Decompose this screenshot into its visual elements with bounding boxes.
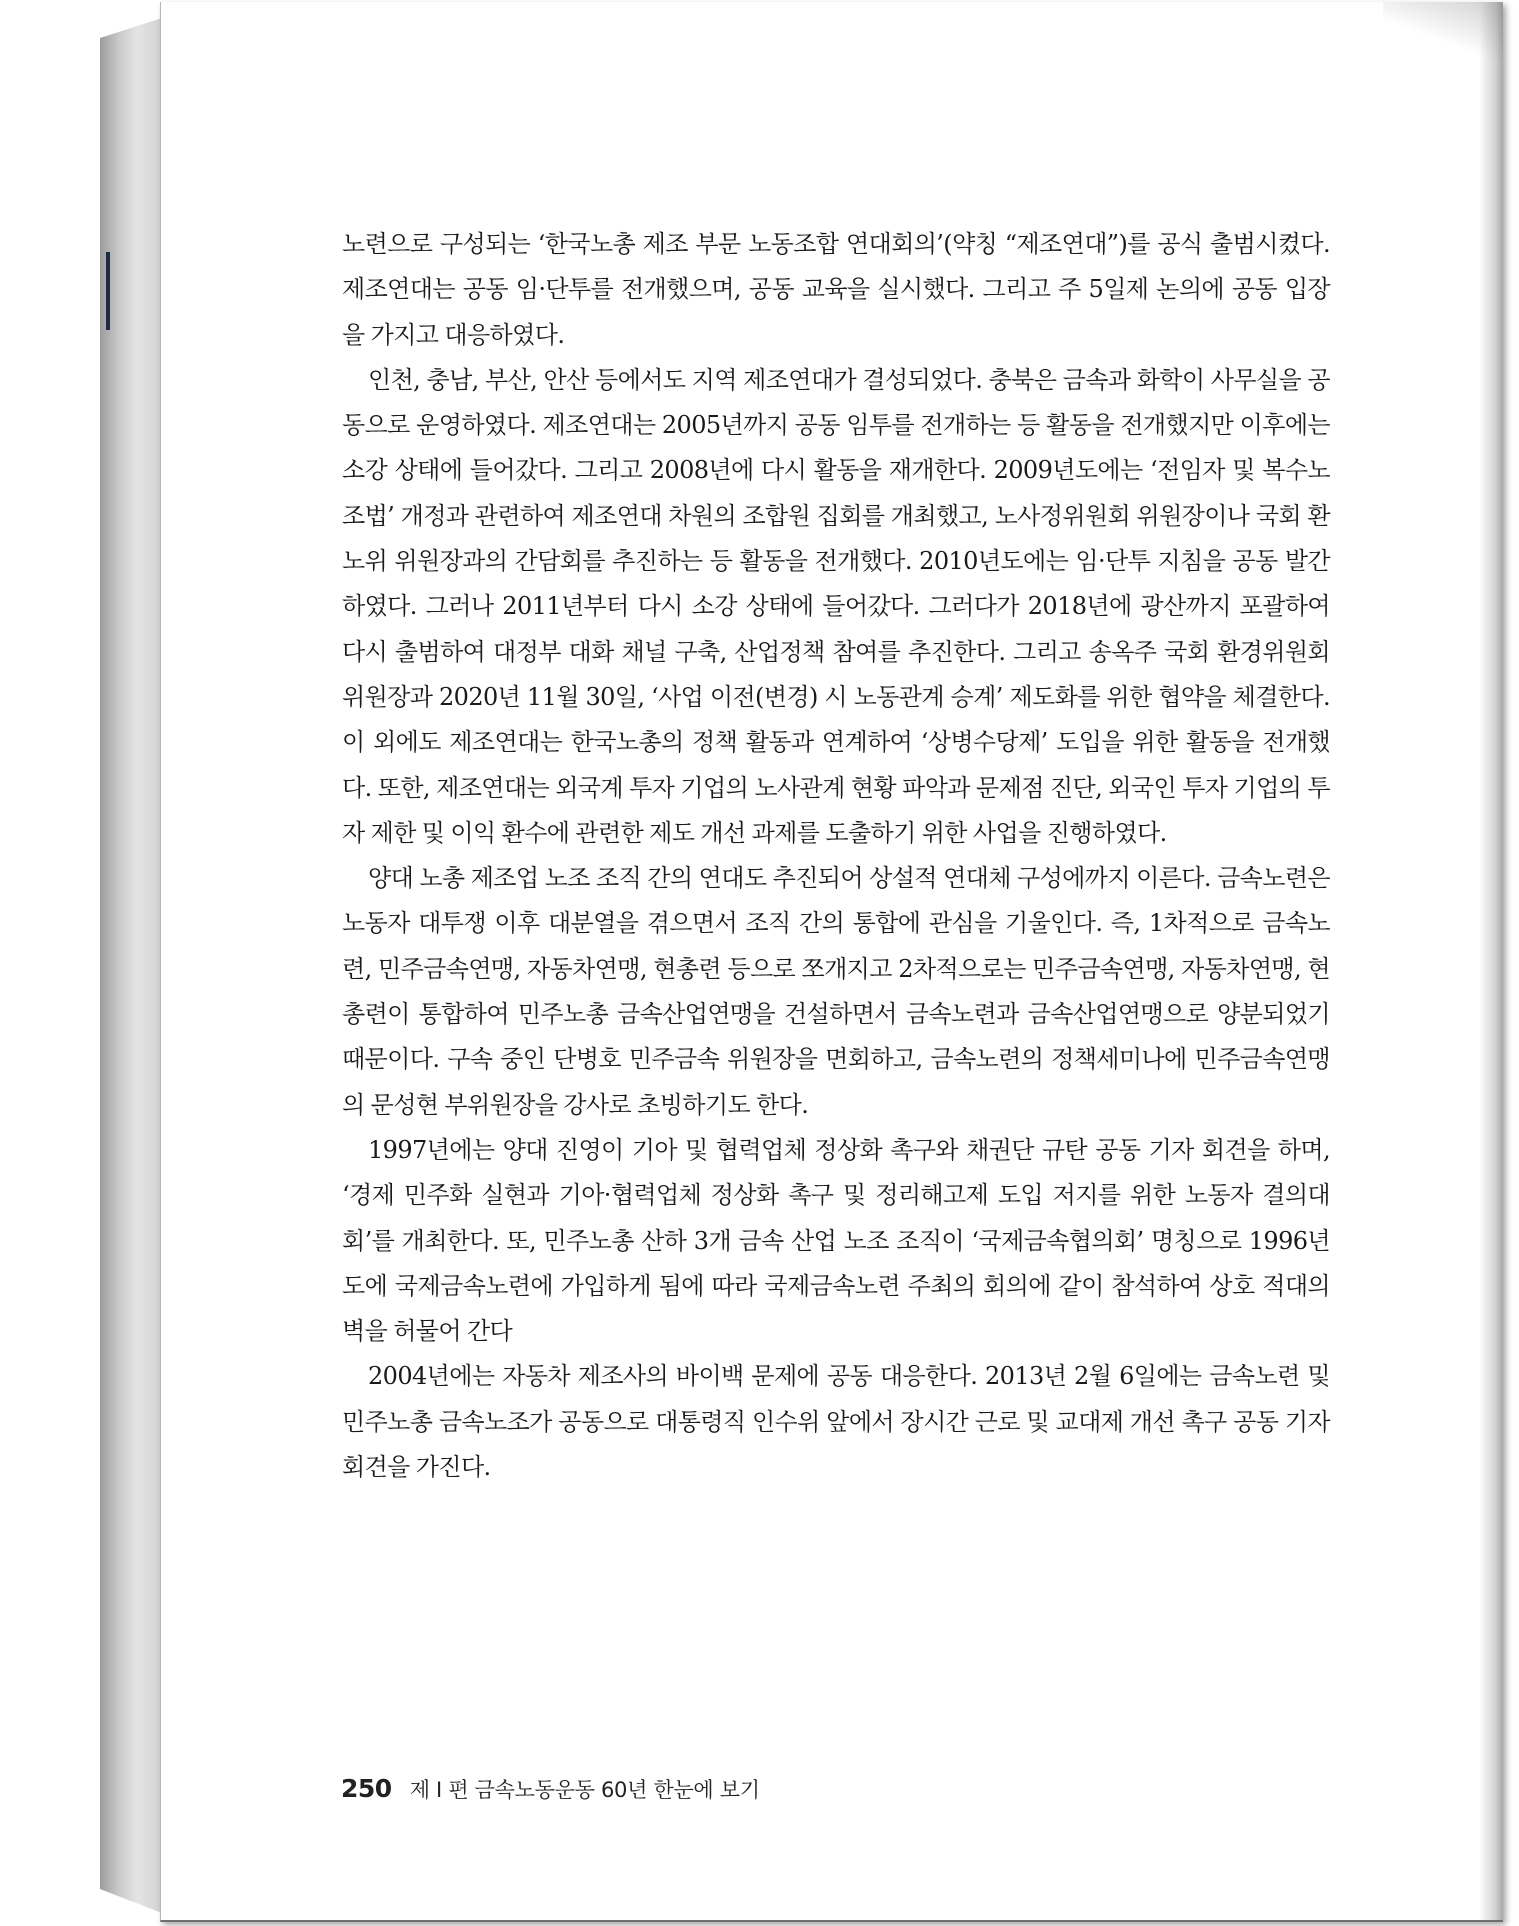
- page-number: 250: [341, 1774, 392, 1803]
- paragraph: 양대 노총 제조업 노조 조직 간의 연대도 추진되어 상설적 연대체 구성에까지 이른다. 금속노련은 노동자 대투쟁 이후 대분열을 겪으면서 조직 간의 통합에 관심을 기울인다. 즉, 1차적으로 금속노련, 민주금속연맹, 자동차연맹, 현총련 등으로 쪼개지고 2차적으로는 민주금속연맹, 자동차연맹, 현총련이 통합하여 민주노총 금속산업연맹을 건설하면서 금속노련과 금속산업연맹으로 양분되었기 때문이다. 구속 중인 단병호 민주금속 위원장을 면회하고, 금속노련의 정책세미나에 민주금속연맹의 문성현 부위원장을 강사로 초빙하기도 한다.: [342, 864, 1330, 1119]
- paragraph: 2004년에는 자동차 제조사의 바이백 문제에 공동 대응한다. 2013년 2월 6일에는 금속노련 및 민주노총 금속노조가 공동으로 대통령직 인수위 앞에서 장시간 근로 및 교대제 개선 촉구 공동 기자 회견을 가진다.: [342, 1362, 1330, 1482]
- paragraph: 1997년에는 양대 진영이 기아 및 협력업체 정상화 촉구와 채권단 규탄 공동 기자 회견을 하며, ‘경제 민주화 실현과 기아·협력업체 정상화 촉구 및 정리해고제 도입 저지를 위한 노동자 결의대회’를 개최한다. 또, 민주노총 산하 3개 금속 산업 노조 조직이 ‘국제금속협의회’ 명칭으로 1996년도에 국제금속노련에 가입하게 됨에 따라 국제금속노련 주최의 회의에 같이 참석하여 상호 적대의 벽을 허물어 간다: [342, 1135, 1330, 1346]
- edge-bookmark-mark: [106, 252, 110, 330]
- paragraph: 노련으로 구성되는 ‘한국노총 제조 부문 노동조합 연대회의’(약칭 “제조연대”)를 공식 출범시켰다. 제조연대는 공동 임·단투를 전개했으며, 공동 교육을 실시했다. 그리고 주 5일제 논의에 공동 입장을 가지고 대응하였다.: [342, 230, 1330, 349]
- page-curl-shadow: [1479, 2, 1503, 1920]
- body-text: [342, 222, 1330, 1490]
- paragraph: 인천, 충남, 부산, 안산 등에서도 지역 제조연대가 결성되었다. 충북은 금속과 화학이 사무실을 공동으로 운영하였다. 제조연대는 2005년까지 공동 임투를 전개하는 등 활동을 전개했지만 이후에는 소강 상태에 들어갔다. 그리고 2008년에 다시 활동을 재개한다. 2009년도에는 ‘전임자 및 복수노조법’ 개정과 관련하여 제조연대 차원의 조합원 집회를 개최했고, 노사정위원회 위원장이나 국회 환노위 위원장과의 간담회를 추진하는 등 활동을 전개했다. 2010년도에는 임·단투 지침을 공동 발간하였다. 그러나 2011년부터 다시 소강 상태에 들어갔다. 그러다가 2018년에 광산까지 포괄하여 다시 출범하여 대정부 대화 채널 구축, 산업정책 참여를 추진한다. 그리고 송옥주 국회 환경위원회 위원장과 2020년 11월 30일, ‘사업 이전(변경) 시 노동관계 승계’ 제도화를 위한 협약을 체결한다. 이 외에도 제조연대는 한국노총의 정책 활동과 연계하여 ‘상병수당제’ 도입을 위한 활동을 전개했다. 또한, 제조연대는 외국계 투자 기업의 노사관계 현황 파악과 문제점 진단, 외국인 투자 기업의 투자 제한 및 이익 환수에 관련한 제도 개선 과제를 도출하기 위한 사업을 진행하였다.: [342, 365, 1330, 847]
- running-title: 제 I 편 금속노동운동 60년 한눈에 보기: [409, 1778, 760, 1802]
- page-footer: [341, 1774, 760, 1804]
- page-corner-shadow: [1383, 2, 1503, 62]
